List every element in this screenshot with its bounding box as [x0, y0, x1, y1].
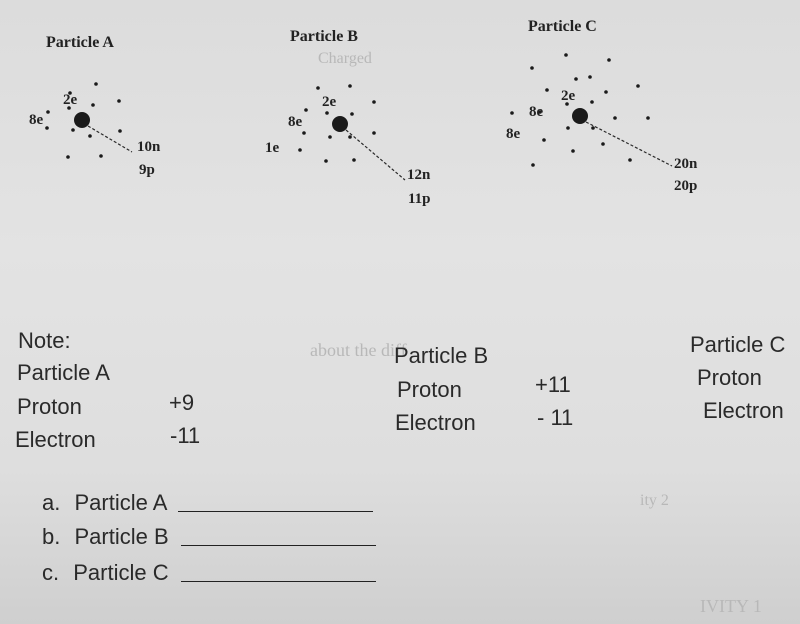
- note-heading: Note:: [18, 328, 71, 353]
- atom-diagrams: [0, 0, 800, 300]
- note-particle-a-proton-value: +9: [169, 390, 195, 415]
- particle-a-outer-shell: 8e: [29, 112, 44, 128]
- particle-a-diagram: [45, 82, 132, 159]
- note-particle-b-proton-label: Proton: [397, 377, 462, 402]
- bleed-through-text: ity 2: [640, 492, 669, 509]
- question-c: [42, 560, 376, 586]
- bleed-through-text: Charged: [318, 50, 372, 67]
- particle-a-neutrons: 10n: [137, 139, 161, 155]
- particle-b-outer-shell: 1e: [265, 140, 280, 156]
- nucleus-c: [572, 108, 588, 124]
- particle-b-inner-shell: 2e: [322, 94, 337, 110]
- particle-c-middle-shell: 8e: [529, 104, 544, 120]
- particle-b-protons: 11p: [408, 191, 431, 207]
- nucleus-a: [74, 112, 90, 128]
- note-particle-c-title: Particle C: [690, 332, 786, 357]
- note-particle-b-proton-value: +11: [535, 372, 571, 397]
- note-particle-c-proton-label: Proton: [697, 365, 762, 390]
- bleed-through-text: IVITY 1: [700, 596, 762, 616]
- bleed-through-text: about the diff: [310, 340, 407, 360]
- question-c-letter: c.: [42, 560, 60, 585]
- question-a: [42, 490, 373, 516]
- note-particle-b-electron-value: - 11: [537, 405, 574, 430]
- question-a-text: Particle A: [74, 490, 167, 515]
- question-b: [42, 524, 376, 550]
- particle-a-title: Particle A: [46, 34, 114, 51]
- note-particle-b-electron-label: Electron: [395, 410, 476, 435]
- particle-c-protons: 20p: [674, 178, 698, 194]
- question-c-text: Particle C: [73, 560, 169, 585]
- particle-a-inner-shell: 2e: [63, 92, 78, 108]
- question-b-letter: b.: [42, 524, 61, 549]
- note-particle-a-title: Particle A: [17, 360, 110, 385]
- particle-c-neutrons: 20n: [674, 156, 698, 172]
- particle-c-title: Particle C: [528, 18, 597, 35]
- particle-b-middle-shell: 8e: [288, 114, 303, 130]
- answer-blank-a[interactable]: [178, 510, 373, 512]
- particle-a-protons: 9p: [139, 162, 155, 178]
- note-particle-a-electron-label: Electron: [15, 427, 96, 452]
- note-particle-b-title: Particle B: [394, 343, 489, 368]
- particle-b-neutrons: 12n: [407, 167, 431, 183]
- particle-b-diagram: [298, 84, 405, 180]
- answer-blank-c[interactable]: [181, 580, 376, 582]
- nucleus-b: [332, 116, 348, 132]
- question-b-text: Particle B: [74, 524, 169, 549]
- note-particle-c-electron-label: Electron: [703, 398, 784, 423]
- particle-b-title: Particle B: [290, 28, 358, 45]
- question-a-letter: a.: [42, 490, 61, 515]
- answer-blank-b[interactable]: [181, 544, 376, 546]
- particle-c-outer-shell: 8e: [506, 126, 521, 142]
- particle-c-inner-shell: 2e: [561, 88, 576, 104]
- note-particle-a-proton-label: Proton: [17, 394, 82, 419]
- note-particle-a-electron-value: -11: [170, 423, 201, 448]
- note-particle-c-clip: [690, 330, 800, 430]
